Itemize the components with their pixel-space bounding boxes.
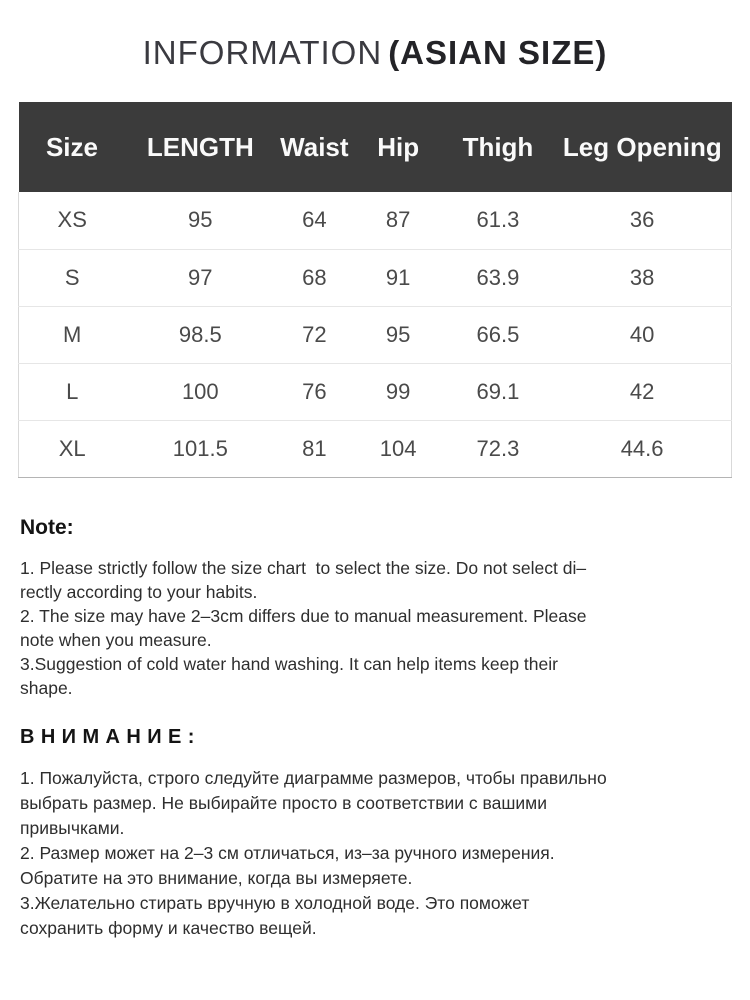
cell-hip: 99 bbox=[354, 363, 443, 420]
note-body-english bbox=[20, 556, 730, 700]
note-line: note when you measure. bbox=[20, 629, 212, 650]
title-information: INFORMATION bbox=[142, 34, 383, 71]
table-row-s bbox=[19, 249, 732, 306]
cell-length: 101.5 bbox=[125, 420, 275, 477]
note-line: выбрать размер. Не выбирайте просто в соответствии с вашими bbox=[20, 792, 547, 813]
note-line: 3.Suggestion of cold water hand washing. It can help items keep their bbox=[20, 653, 558, 674]
cell-thigh: 69.1 bbox=[443, 363, 554, 420]
cell-waist: 68 bbox=[275, 249, 353, 306]
column-header-size: Size bbox=[19, 102, 126, 192]
cell-size: L bbox=[19, 363, 126, 420]
column-header-hip: Hip bbox=[354, 102, 443, 192]
title-asian-size: (ASIAN SIZE) bbox=[388, 34, 608, 71]
cell-leg-opening: 40 bbox=[553, 306, 731, 363]
column-header-thigh: Thigh bbox=[443, 102, 554, 192]
note-line: Обратите на это внимание, когда вы измеряете. bbox=[20, 867, 413, 888]
cell-size: S bbox=[19, 249, 126, 306]
cell-length: 95 bbox=[125, 192, 275, 249]
cell-thigh: 61.3 bbox=[443, 192, 554, 249]
page-title bbox=[0, 34, 750, 72]
note-line: привычками. bbox=[20, 817, 125, 838]
size-table-header-row bbox=[19, 102, 732, 192]
cell-size: M bbox=[19, 306, 126, 363]
cell-length: 98.5 bbox=[125, 306, 275, 363]
note-line: 3.Желательно стирать вручную в холодной воде. Это поможет bbox=[20, 892, 530, 913]
table-row-xl bbox=[19, 420, 732, 477]
size-table bbox=[18, 102, 732, 478]
note-line: 1. Please strictly follow the size chart to select the size. Do not select di– bbox=[20, 557, 587, 578]
cell-thigh: 63.9 bbox=[443, 249, 554, 306]
table-row-xs bbox=[19, 192, 732, 249]
cell-size: XL bbox=[19, 420, 126, 477]
column-header-waist: Waist bbox=[275, 102, 353, 192]
note-heading: Note: bbox=[20, 515, 74, 539]
note-line: 2. Размер может на 2–3 см отличаться, из–за ручного измерения. bbox=[20, 842, 555, 863]
cell-hip: 87 bbox=[354, 192, 443, 249]
table-row-m bbox=[19, 306, 732, 363]
cell-thigh: 72.3 bbox=[443, 420, 554, 477]
cell-leg-opening: 38 bbox=[553, 249, 731, 306]
cell-waist: 81 bbox=[275, 420, 353, 477]
note-body-russian bbox=[20, 766, 730, 941]
note-section-russian bbox=[20, 726, 730, 941]
attention-heading: ВНИМАНИЕ: bbox=[20, 725, 201, 748]
cell-leg-opening: 44.6 bbox=[553, 420, 731, 477]
note-line: сохранить форму и качество вещей. bbox=[20, 917, 317, 938]
cell-length: 97 bbox=[125, 249, 275, 306]
cell-hip: 104 bbox=[354, 420, 443, 477]
cell-waist: 76 bbox=[275, 363, 353, 420]
note-line: 2. The size may have 2–3cm differs due to manual measurement. Please bbox=[20, 605, 587, 626]
cell-size: XS bbox=[19, 192, 126, 249]
cell-waist: 72 bbox=[275, 306, 353, 363]
column-header-leg-opening: Leg Opening bbox=[553, 102, 731, 192]
cell-waist: 64 bbox=[275, 192, 353, 249]
note-line: 1. Пожалуйста, строго следуйте диаграмме размеров, чтобы правильно bbox=[20, 767, 607, 788]
note-line: rectly according to your habits. bbox=[20, 581, 258, 602]
cell-thigh: 66.5 bbox=[443, 306, 554, 363]
note-section-english bbox=[20, 516, 730, 700]
column-header-length: LENGTH bbox=[125, 102, 275, 192]
cell-hip: 95 bbox=[354, 306, 443, 363]
cell-hip: 91 bbox=[354, 249, 443, 306]
cell-length: 100 bbox=[125, 363, 275, 420]
table-row-l bbox=[19, 363, 732, 420]
cell-leg-opening: 36 bbox=[553, 192, 731, 249]
cell-leg-opening: 42 bbox=[553, 363, 731, 420]
note-line: shape. bbox=[20, 677, 73, 698]
